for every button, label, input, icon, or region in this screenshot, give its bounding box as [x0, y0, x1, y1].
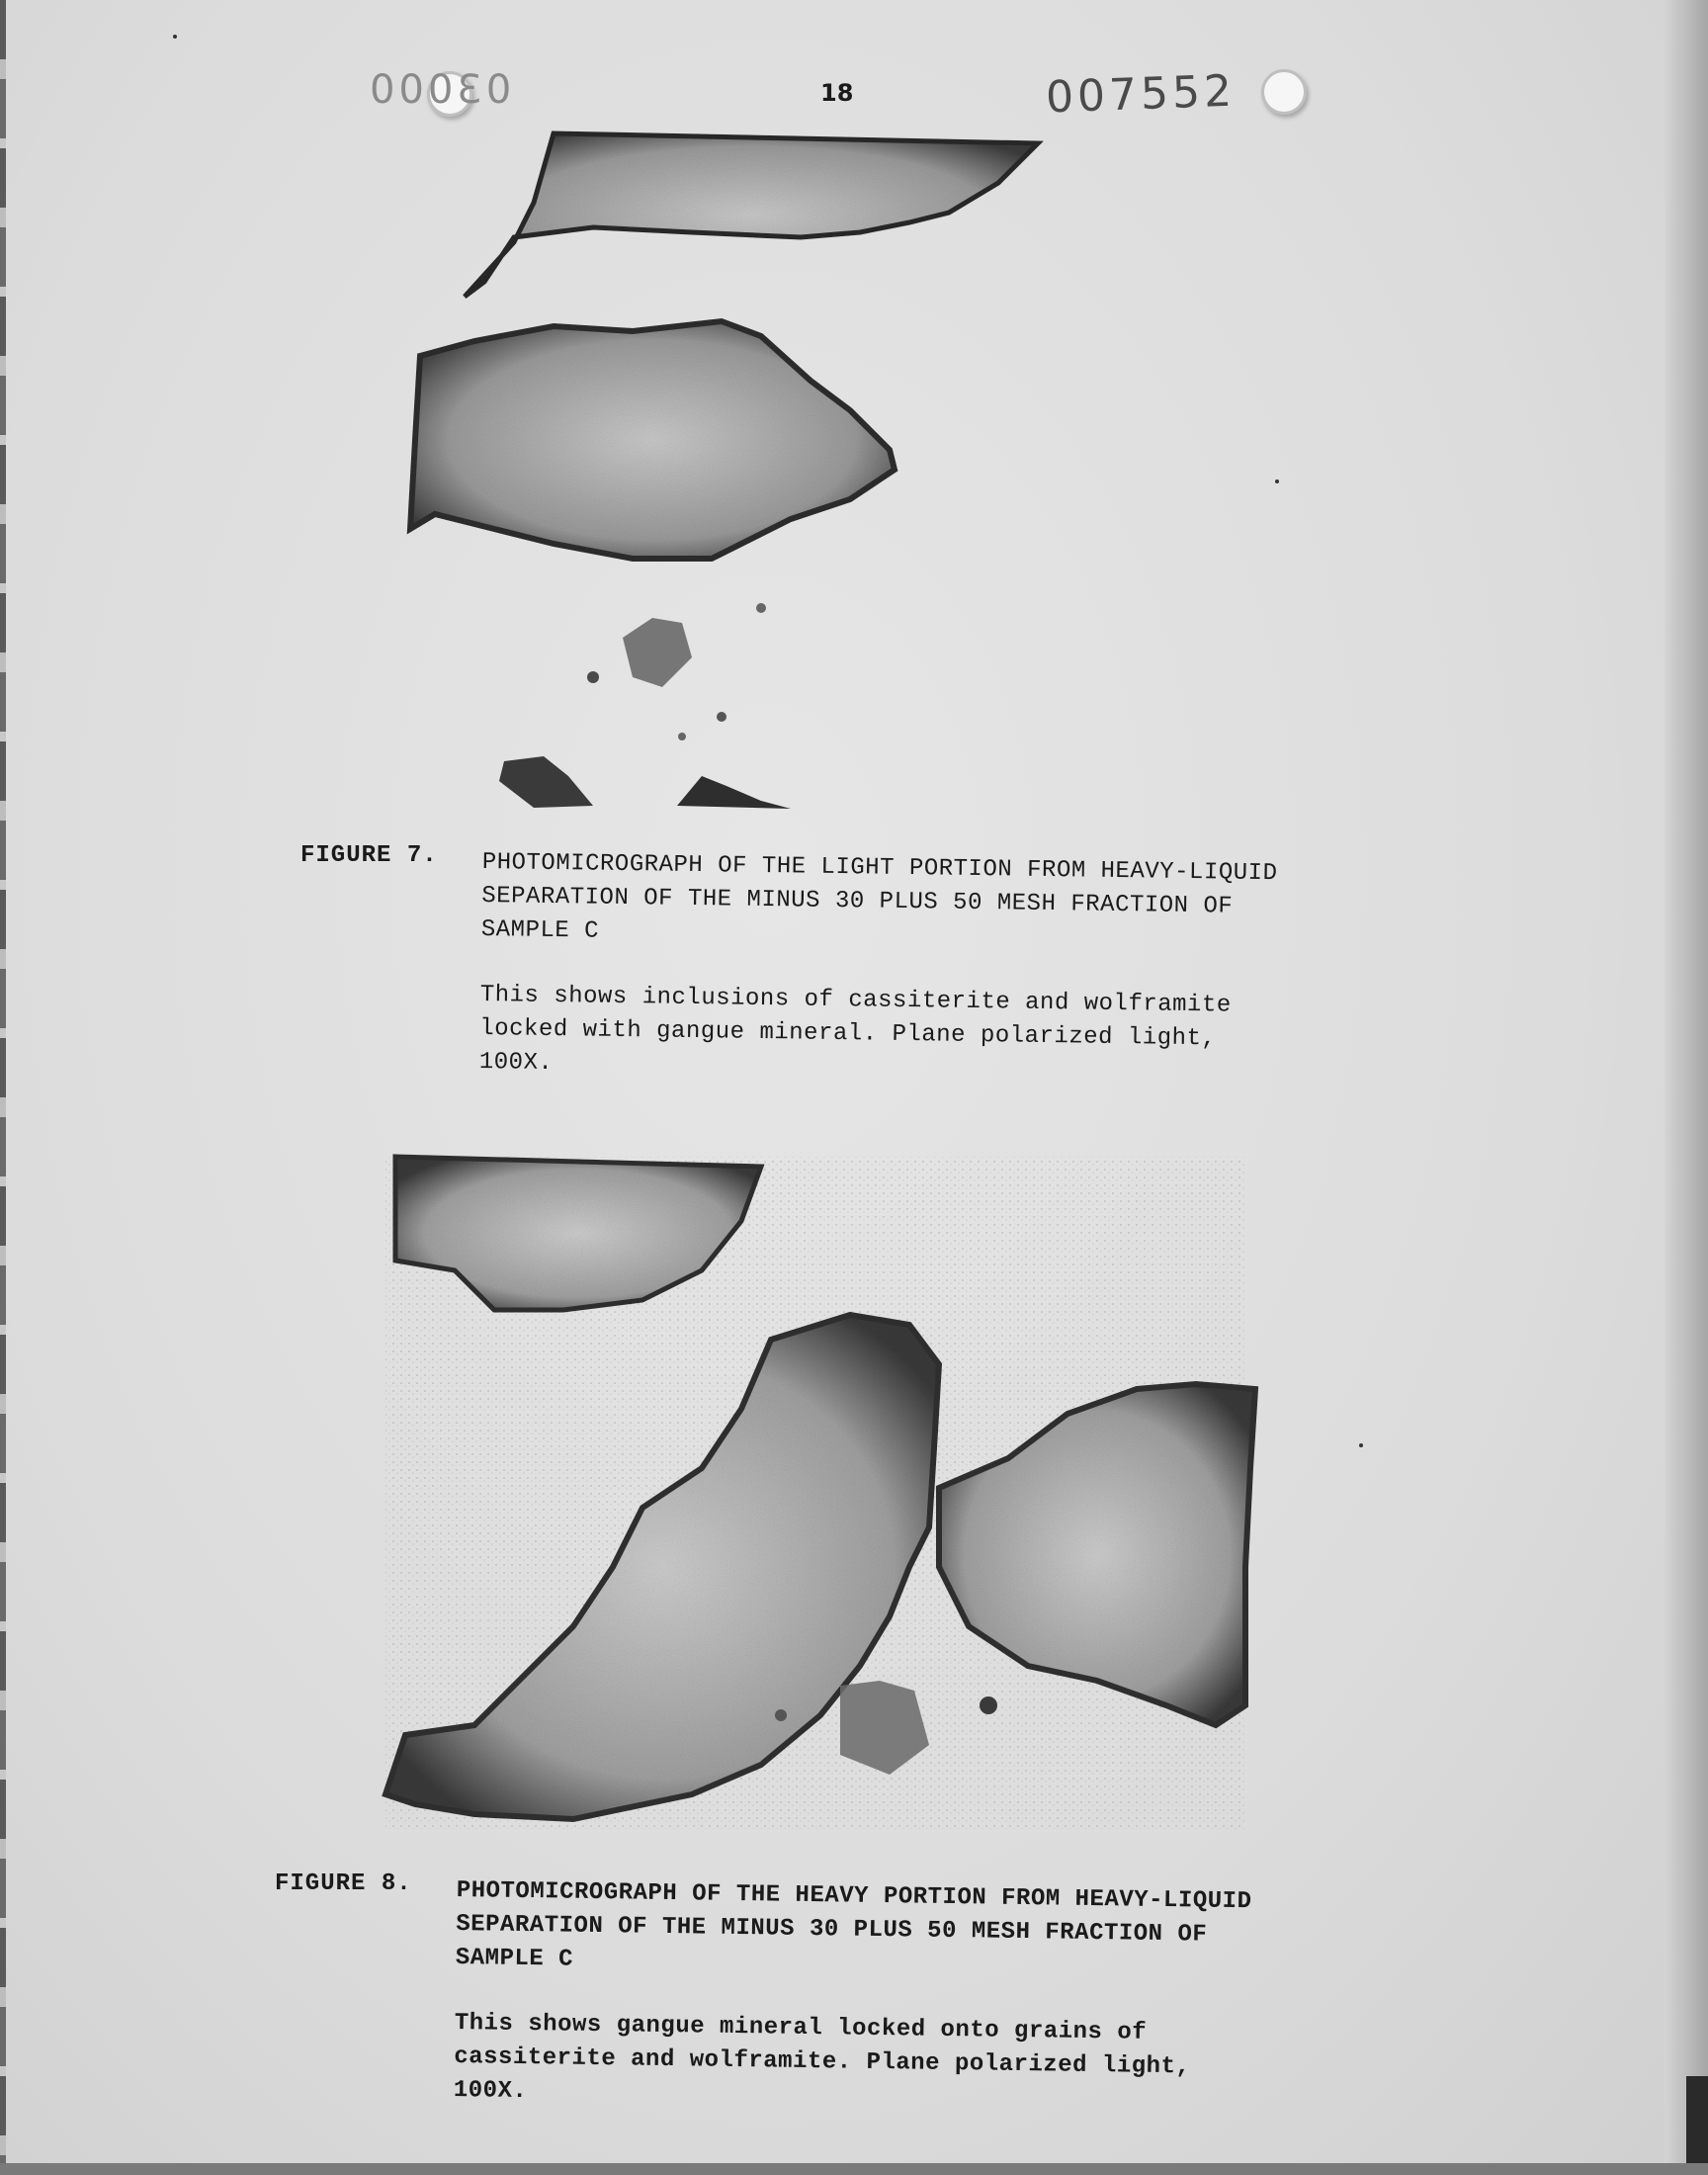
figure-8-label: FIGURE 8. — [275, 1870, 412, 1897]
scan-left-edge — [0, 0, 6, 2175]
mineral-grain-fragment-1 — [499, 756, 593, 808]
punch-hole-right — [1261, 69, 1307, 115]
scan-bottom-edge — [0, 2163, 1708, 2175]
document-stamp-number: 007552 — [1045, 65, 1237, 124]
mineral-inclusion-cluster — [623, 618, 692, 687]
figure-8-description: This shows gangue mineral locked onto grains of cassiterite and wolframite. Plane polarized light, 100X. — [453, 2009, 1191, 2106]
page-number: 18 — [820, 79, 854, 107]
mineral-grain-fragment-2 — [677, 776, 791, 809]
figure-8-photomicrograph — [376, 1152, 1265, 1844]
figure-7-photomicrograph — [395, 124, 1068, 816]
figure-7-label: FIGURE 7. — [300, 842, 438, 869]
figure-7-description: This shows inclusions of cassiterite and wolframite locked with gangue mineral. Plane polarized light, 100X. — [478, 981, 1232, 1078]
scan-speck — [1359, 1443, 1363, 1447]
faint-stamp-number: 03000 — [366, 67, 512, 113]
figure-8-title: PHOTOMICROGRAPH OF THE HEAVY PORTION FROM HEAVY-LIQUID SEPARATION OF THE MINUS 30 PLUS 50 MESH FRACTION OF SAMPLE C — [455, 1876, 1252, 1973]
scan-right-edge — [1665, 0, 1708, 2175]
mineral-grain-top — [465, 133, 1038, 297]
scan-speck — [1275, 479, 1279, 483]
mineral-grain-large — [410, 321, 895, 559]
scan-tab-mark — [1686, 2076, 1708, 2175]
scan-speck — [173, 35, 177, 39]
figure-7-title: PHOTOMICROGRAPH OF THE LIGHT PORTION FROM HEAVY-LIQUID SEPARATION OF THE MINUS 30 PLUS 50 MESH FRACTION OF SAMPLE C — [480, 848, 1278, 945]
